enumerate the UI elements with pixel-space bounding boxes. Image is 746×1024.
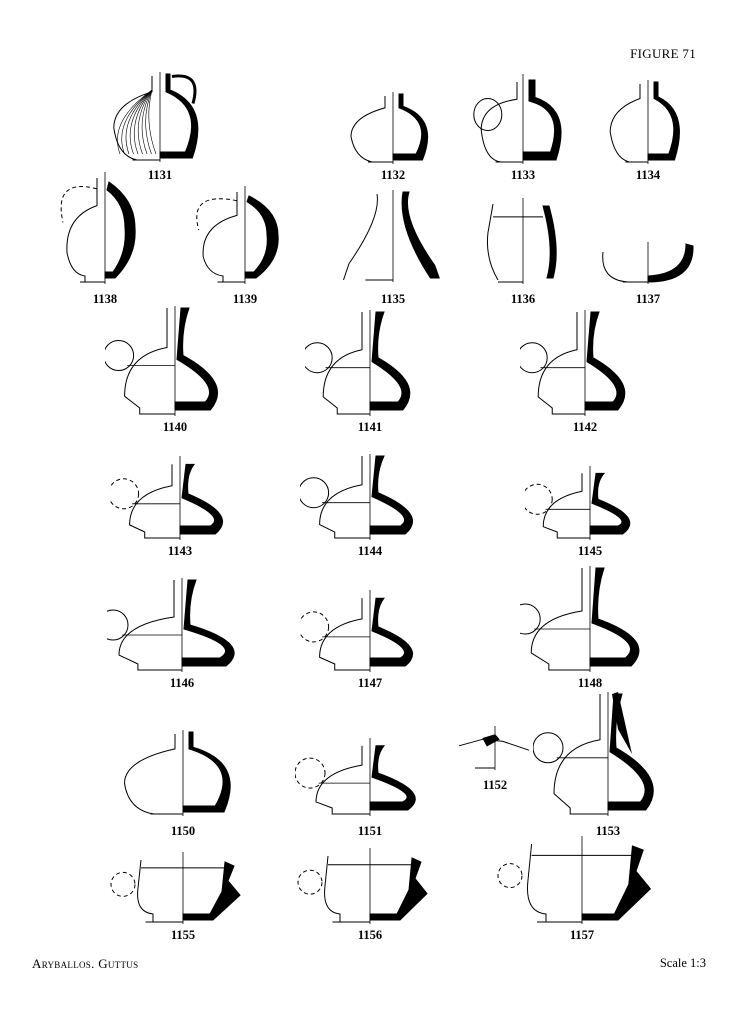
vessel-figure-1141 <box>305 310 435 416</box>
profile-section <box>393 94 428 160</box>
profile-section <box>182 580 234 666</box>
profile-section <box>370 598 413 666</box>
handle-loop <box>520 604 540 634</box>
handle-outline <box>197 199 237 230</box>
catalog-number: 1155 <box>170 928 196 942</box>
profile-outline <box>67 178 105 282</box>
profile-outline <box>316 746 370 814</box>
vessel-drawing <box>520 310 625 416</box>
vessel-drawing <box>533 692 653 816</box>
profile-outline <box>323 312 370 414</box>
vessel-svg <box>598 242 698 284</box>
scale-label: Scale 1:3 <box>659 956 706 970</box>
catalog-number: 1134 <box>635 168 661 182</box>
rib-line <box>117 90 152 154</box>
profile-section <box>483 735 499 746</box>
vessel-figure-1148 <box>520 566 660 672</box>
vessel-drawing <box>525 466 630 540</box>
vessel-svg <box>108 852 258 924</box>
vessel-svg <box>520 566 660 672</box>
vessel-svg <box>525 466 655 540</box>
vessel-drawing <box>498 836 650 924</box>
profile-section <box>370 858 427 920</box>
vessel-figure-1155 <box>108 852 258 924</box>
vessel-svg <box>105 306 245 416</box>
vessel-figure-1135 <box>338 190 448 282</box>
profile-outline <box>114 76 160 160</box>
vessel-drawing <box>603 242 693 284</box>
vessel-figure-1157 <box>492 836 672 924</box>
profile-outline <box>610 84 648 162</box>
catalog-number: 1144 <box>357 544 383 558</box>
profile-section <box>183 862 240 920</box>
vessel-drawing <box>110 456 223 540</box>
vessel-figure-1131 <box>105 72 215 162</box>
profile-section <box>648 244 693 282</box>
vessel-drawing <box>474 74 561 164</box>
profile-section <box>590 473 630 534</box>
figure-caption: Aryballos. Guttus <box>32 956 139 971</box>
handle-loop <box>107 610 128 640</box>
handle-loop <box>105 341 134 371</box>
catalog-number: 1132 <box>380 168 406 182</box>
profile-outline <box>603 252 648 282</box>
catalog-number: 1153 <box>595 824 621 838</box>
vessel-drawing <box>298 848 427 924</box>
vessel-drawing <box>295 738 415 816</box>
vessel-svg <box>338 190 448 282</box>
rib-line <box>134 90 152 154</box>
vessel-drawing <box>61 172 135 284</box>
vessel-figure-1132 <box>343 92 443 164</box>
catalog-number: 1143 <box>167 544 193 558</box>
catalog-number: 1145 <box>577 544 603 558</box>
handle-loop <box>111 872 135 896</box>
profile-section <box>180 464 223 534</box>
profile-outline <box>138 860 183 922</box>
profile-outline <box>320 456 370 538</box>
profile-section <box>648 82 679 160</box>
catalog-number: 1133 <box>510 168 536 182</box>
vessel-drawing <box>459 726 529 770</box>
vessel-figure-1133 <box>468 74 578 164</box>
catalog-number: 1139 <box>232 292 258 306</box>
handle-loop <box>295 758 325 788</box>
profile-section <box>590 568 639 666</box>
vessel-svg <box>55 172 155 284</box>
profile-section <box>608 694 653 810</box>
catalog-number: 1147 <box>357 676 383 690</box>
vessel-figure-1142 <box>520 310 650 416</box>
vessel-svg <box>533 692 683 816</box>
profile-section <box>582 846 650 920</box>
profile-outline <box>203 192 245 282</box>
profile-outline <box>325 856 370 922</box>
vessel-svg <box>105 72 215 162</box>
handle-loop <box>300 612 329 642</box>
profile-section <box>105 182 135 278</box>
vessel-figure-1144 <box>300 454 440 540</box>
vessel-figure-1146 <box>107 578 257 672</box>
vessel-drawing <box>114 72 198 162</box>
handle-loop <box>498 864 522 888</box>
vessel-svg <box>520 310 650 416</box>
vessel-drawing <box>300 590 413 672</box>
vessel-drawing <box>300 454 413 540</box>
vessel-figure-1156 <box>295 848 445 924</box>
profile-section <box>370 746 415 810</box>
vessel-figure-1137 <box>598 242 698 284</box>
vessel-figure-1153 <box>533 692 683 816</box>
vessel-figure-1134 <box>603 80 693 164</box>
handle-loop <box>298 870 322 894</box>
catalog-number: 1141 <box>357 420 383 434</box>
profile-outline <box>344 194 378 280</box>
profile-section <box>585 312 625 410</box>
vessel-svg <box>468 74 578 164</box>
handle-loop <box>300 478 329 508</box>
catalog-number: 1151 <box>357 824 383 838</box>
catalog-number: 1137 <box>635 292 661 306</box>
vessel-svg <box>603 80 693 164</box>
vessel-svg <box>300 590 440 672</box>
vessel-figure-1138 <box>55 172 155 284</box>
vessel-figure-1143 <box>110 456 250 540</box>
catalog-number: 1136 <box>510 292 536 306</box>
vessel-svg <box>343 92 443 164</box>
vessel-drawing <box>197 186 278 284</box>
handle-loop <box>305 343 332 373</box>
profile-section <box>245 196 278 278</box>
vessel-figure-1151 <box>295 738 445 816</box>
vessel-drawing <box>107 578 234 672</box>
profile-section <box>160 74 198 158</box>
vessel-svg <box>110 456 250 540</box>
handle-outline <box>61 187 97 223</box>
catalog-number: 1156 <box>357 928 383 942</box>
vessel-figure-1150 <box>118 730 248 816</box>
profile-section <box>402 192 439 278</box>
profile-section <box>370 312 410 410</box>
vessel-drawing <box>351 92 428 164</box>
profile-outline <box>125 734 184 814</box>
vessel-figure-1145 <box>525 466 655 540</box>
vessel-figure-1139 <box>190 186 300 284</box>
catalog-number: 1140 <box>162 420 188 434</box>
vessel-figure-1147 <box>300 590 440 672</box>
profile-outline <box>351 96 393 162</box>
catalog-number: 1135 <box>380 292 406 306</box>
profile-outline <box>487 204 498 280</box>
vessel-svg <box>492 836 672 924</box>
vessel-svg <box>190 186 300 284</box>
vessel-svg <box>473 198 573 284</box>
profile-section <box>175 308 218 410</box>
profile-outline <box>481 82 523 162</box>
profile-section <box>543 206 556 278</box>
profile-outline <box>543 473 590 538</box>
vessel-svg <box>295 848 445 924</box>
vessel-svg <box>295 738 445 816</box>
figure-title: FIGURE 71 <box>630 46 696 61</box>
catalog-number: 1131 <box>147 168 173 182</box>
profile-outline <box>538 312 585 414</box>
profile-section <box>370 456 413 534</box>
handle-loop <box>110 479 139 509</box>
vessel-svg <box>118 730 248 816</box>
vessel-figure-1140 <box>105 306 245 416</box>
vessel-drawing <box>487 198 556 284</box>
profile-section <box>183 732 230 812</box>
handle-loop <box>533 733 563 763</box>
catalog-number: 1157 <box>569 928 595 942</box>
profile-section <box>523 80 561 160</box>
handle-loop <box>474 99 502 131</box>
vessel-drawing <box>344 190 440 282</box>
rib-line <box>149 90 156 154</box>
vessel-svg <box>455 726 535 770</box>
vessel-drawing <box>125 730 231 816</box>
vessel-drawing <box>105 306 218 416</box>
vessel-svg <box>107 578 257 672</box>
catalog-number: 1138 <box>92 292 118 306</box>
catalog-number: 1152 <box>482 778 508 792</box>
vessel-drawing <box>610 80 679 164</box>
vessel-drawing <box>305 310 410 416</box>
vessel-svg <box>300 454 440 540</box>
vessel-drawing <box>111 852 240 924</box>
vessel-drawing <box>520 566 639 672</box>
catalog-number: 1148 <box>577 676 603 690</box>
handle-loop <box>520 343 547 373</box>
vessel-svg <box>305 310 435 416</box>
vessel-figure-1152 <box>455 726 535 770</box>
catalog-number: 1142 <box>572 420 598 434</box>
catalog-number: 1150 <box>170 824 196 838</box>
vessel-figure-1136 <box>473 198 573 284</box>
catalog-number: 1146 <box>169 676 195 690</box>
